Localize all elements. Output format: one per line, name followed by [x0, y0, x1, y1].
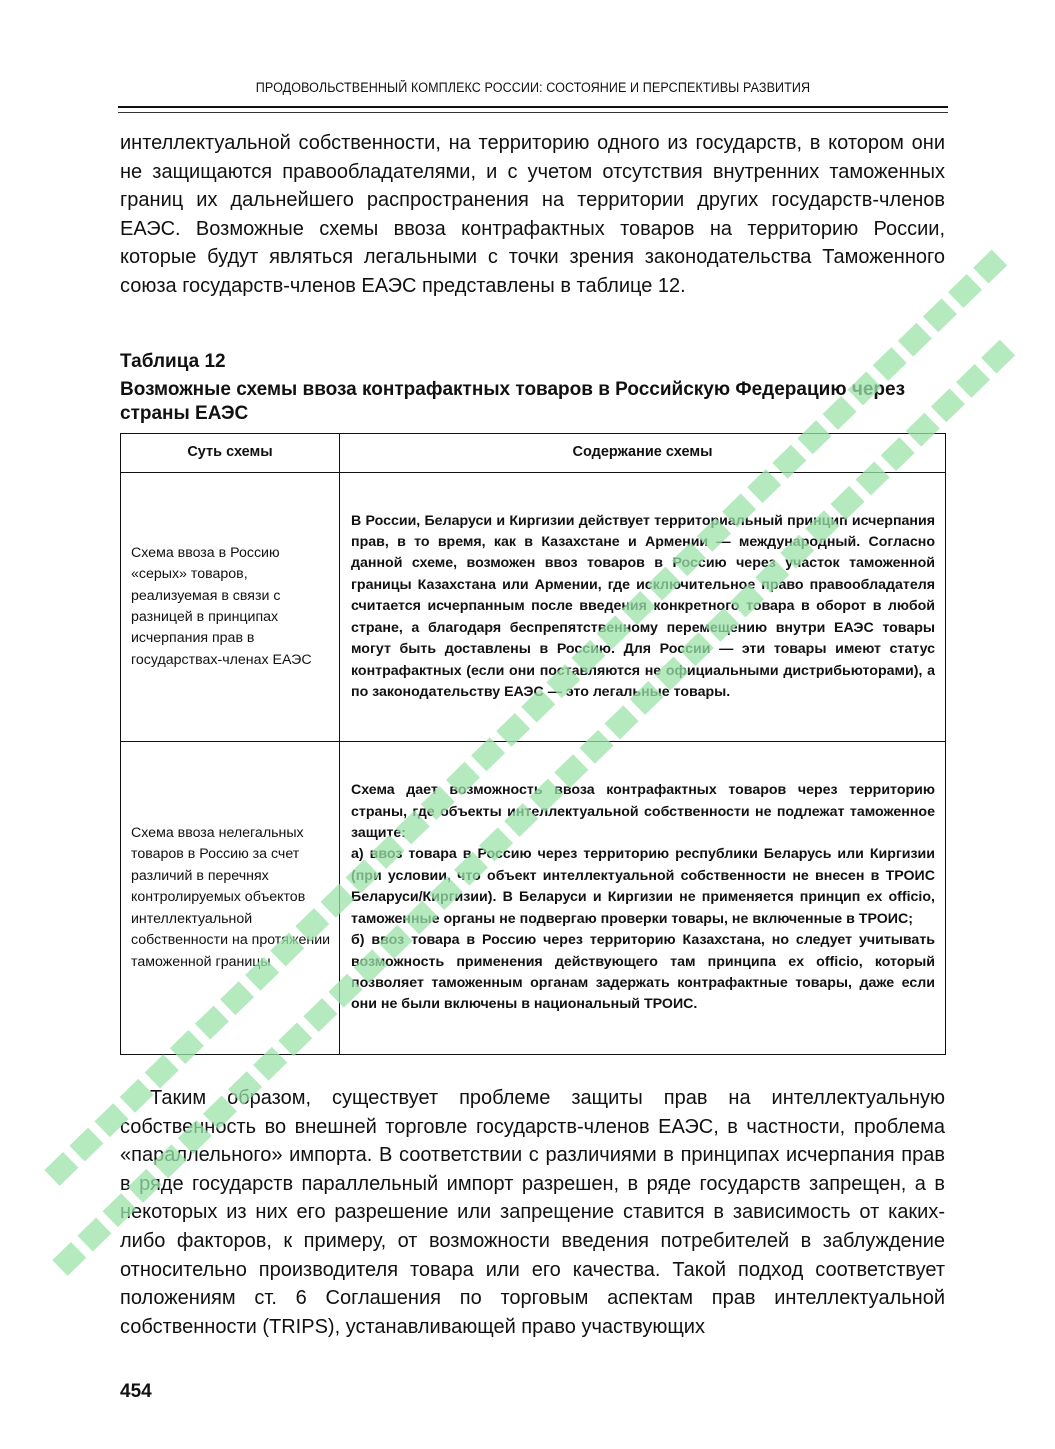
- scheme-content-cell: В России, Беларуси и Киргизии действует территориальный принцип исчерпания прав, в то время, как в Казахстане и Армении — международный. Согласно данной схеме, возможен ввоз товаров в Россию через участок таможенной границы Казахстана или Армении, где исключительное право правообладателя считается исчерпанным после введения конкретного товара в оборот в любой стране, а благодаря беспрепятственному перемещению внутри ЕАЭС товары могут быть доставлены в Россию. Для России — эти товары имеют статус контрафактных (если они поставляются не официальными дистрибьюторами), а по законодательству ЕАЭС — это легальные товары.: [340, 473, 946, 742]
- table-number: Таблица 12: [120, 351, 226, 372]
- column-header-essence: Суть схемы: [121, 434, 340, 473]
- scheme-content-cell: [340, 742, 946, 1055]
- scheme-content-line: б) ввоз товара в Россию через территорию Казахстана, но следует учитывать возможность применения действующего там принципа ex officio, который позволяет таможенным органам задержать контрафактные товары, даже если они не были включены в национальный ТРОИС.: [351, 932, 935, 1013]
- header-rule-thick: [118, 106, 948, 108]
- scheme-essence-cell: Схема ввоза нелегальных товаров в Россию за счет различий в перечнях контролируемых объектов интеллектуальной собственности на протяжении таможенной границы: [121, 742, 340, 1055]
- page-number: 454: [120, 1381, 152, 1402]
- conclusion-paragraph: Таким образом, существует проблеме защиты прав на интеллектуальную собственность во внешней торговле государств-членов ЕАЭС, в частности, проблема «параллельного» импорта. В соответствии с различиями в принципах исчерпания прав в ряде государств параллельный импорт разрешен, в ряде государств запрещен, а в некоторых из них его разрешение или запрещение ставится в зависимость от каких-либо факторов, к примеру, от возможности введения потребителей в заблуждение относительно производителя товара или его качества. Такой подход соответствует положениям ст. 6 Соглашения по торговым аспектам прав интеллектуальной собственности (TRIPS), устанавливающей право участвующих: [120, 1087, 945, 1338]
- scheme-essence-cell: Схема ввоза в Россию «серых» товаров, реализуемая в связи с разницей в принципах исчерпания прав в государствах-членах ЕАЭС: [121, 473, 340, 742]
- scheme-content-line: Схема дает возможность ввоза контрафактных товаров через территорию страны, где объекты интеллектуальной собственности не подлежат таможенное защите:: [351, 782, 935, 842]
- scheme-content-line: а) ввоз товара в Россию через территорию республики Беларусь или Киргизии (при условии, что объект интеллектуальной собственности не внесен в ТРОИС Беларуси/Киргизии). В Беларуси и Киргизии не применяется принцип ex officio, таможенные органы не подвергаю проверки товары, не включенные в ТРОИС;: [351, 846, 935, 927]
- table-header-row: [121, 434, 946, 473]
- header-rule-thin: [118, 112, 948, 113]
- table-caption: Возможные схемы ввоза контрафактных товаров в Российскую Федерацию через страны ЕАЭС: [120, 379, 906, 424]
- intro-paragraph: интеллектуальной собственности, на территорию одного из государств, в котором они не защищаются правообладателями, и с учетом отсутствия внутренних таможенных границ их дальнейшего распространения на территории других государств-членов ЕАЭС. Возможные схемы ввоза контрафактных товаров на территорию России, которые будут являться легальными с точки зрения законодательства Таможенного союза государств-членов ЕАЭС представлены в таблице 12.: [120, 132, 945, 297]
- table-row: [121, 742, 946, 1055]
- schemes-table: [120, 433, 946, 1055]
- running-header: ПРОДОВОЛЬСТВЕННЫЙ КОМПЛЕКС РОССИИ: СОСТОЯНИЕ И ПЕРСПЕКТИВЫ РАЗВИТИЯ: [255, 80, 811, 95]
- column-header-content: Содержание схемы: [340, 434, 946, 473]
- table-row: [121, 473, 946, 742]
